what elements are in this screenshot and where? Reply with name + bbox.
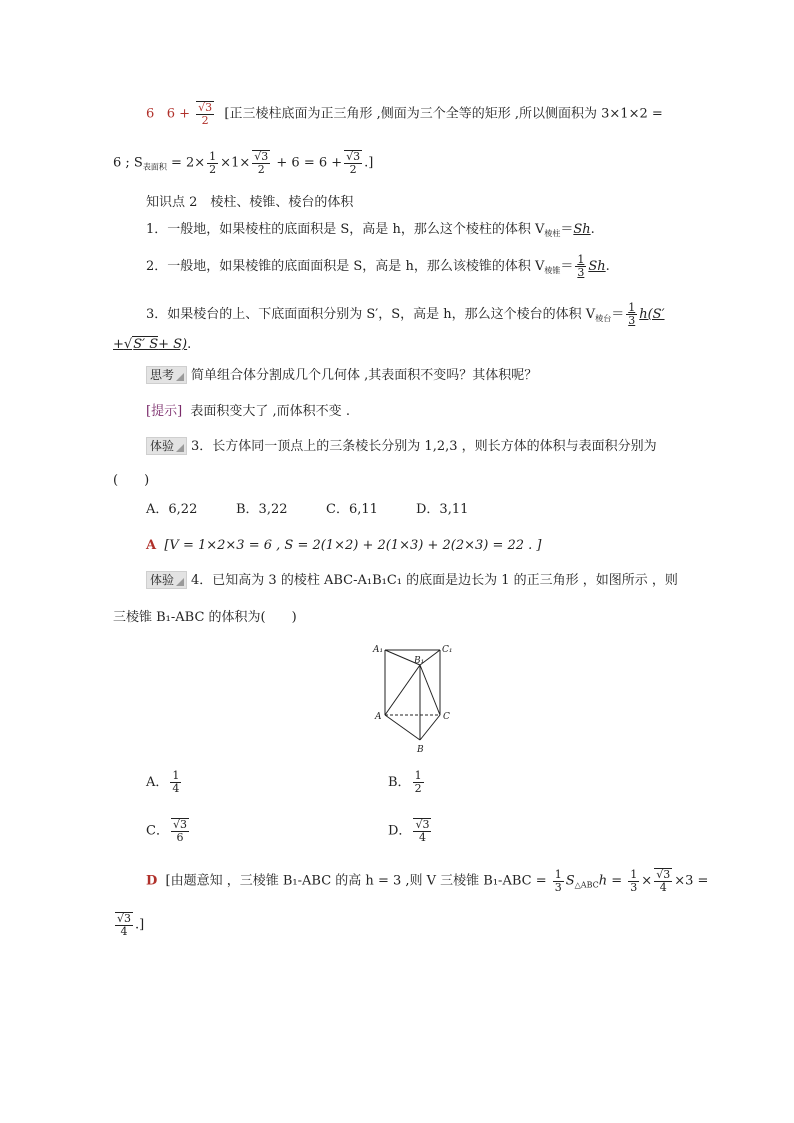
fraction: $\frac{√3}{2}$ (198, 101, 213, 127)
q4-answer-end: $\frac{√3}{4}$ .] (117, 912, 145, 938)
label-c: C (443, 712, 450, 722)
q3-stem: 体验 3．长方体同一顶点上的三条棱长分别为 1,2,3 ，则长方体的体积与表面积分别为 (146, 437, 657, 457)
answer-a: 6 (146, 106, 155, 122)
q4-tag: 体验 (146, 571, 187, 589)
hint-label: [提示] (146, 404, 183, 419)
answer-line-2: 6 ; $S_{表面积} = 2\times$ $\frac{1}{2}$ ×1× $\frac{√3}{2}$ + 6 = 6 + $\frac{√3}{2}$ .] (113, 149, 374, 176)
item-3-cont: +√S′ S+ S). (113, 337, 192, 352)
q3-answer: A [V = 1×2×3 = 6 , S = 2(1×2) + 2(1×3) + 2(2×3) = 22 . ] (146, 538, 542, 553)
q4-option-d: D． $\frac{√3}{4}$ (388, 818, 430, 844)
hint: [提示] 表面积变大了 ,而体积不变 . (146, 404, 350, 419)
label-c1: C₁ (442, 645, 453, 655)
section-title: 知识点 2 棱柱、棱锥、棱台的体积 (146, 195, 354, 210)
answer-b: 6 + (166, 106, 190, 122)
q4-option-b: B． $\frac{1}{2}$ (388, 769, 422, 795)
item-3: 3．如果棱台的上、下底面面积分别为 S′，S，高是 h，那么这个棱台的体积 $V_{棱台}=$ $\frac{1}{3}$ h(S′ (146, 301, 665, 327)
q3-option-a: A．6,22 (146, 502, 198, 517)
explanation: [正三棱柱底面为正三角形 ,侧面为三个全等的矩形 ,所以侧面积为 3×1×2 = (224, 106, 663, 122)
label-a: A (375, 712, 382, 722)
q4-option-a: A． $\frac{1}{4}$ (146, 769, 180, 795)
q4-stem: 体验 4．已知高为 3 的棱柱 ABC-A₁B₁C₁ 的底面是边长为 1 的正三角形 ，如图所示 ，则 (146, 571, 678, 591)
item-2: 2．一般地，如果棱锥的底面面积是 S，高是 h，那么该棱锥的体积 $V_{棱锥}=$ $\frac{1}{3}$ Sh. (146, 253, 610, 279)
q3-option-d: D．3,11 (416, 502, 469, 517)
think-question: 思考 简单组合体分割成几个几何体 ,其表面积不变吗？其体积呢？ (146, 366, 537, 386)
answer-line-1 (146, 101, 663, 127)
item-1: 1．一般地，如果棱柱的底面积是 S，高是 h，那么这个棱柱的体积 $V_{棱柱}=Sh$. (146, 222, 595, 238)
label-a1: A₁ (373, 645, 384, 655)
q4-answer: D [由题意知 ，三棱锥 B₁-ABC 的高 h = 3 ,则 V 三棱锥 B₁-ABC = $\frac{1}{3}$ $S_{\triangle ABC}h$ = $\frac{1}{3}$ × $\frac{√3}{4}$ ×3 = (146, 867, 709, 894)
label-b: B (417, 745, 424, 755)
q3-tag: 体验 (146, 437, 187, 455)
q3-paren: ( ) (113, 473, 150, 488)
q4-stem-2: 三棱锥 B₁-ABC 的体积为( ) (113, 610, 297, 625)
q3-option-b: B．3,22 (236, 502, 288, 517)
think-tag: 思考 (146, 366, 187, 384)
q4-option-c: C． $\frac{√3}{6}$ (146, 818, 187, 844)
prism-figure (370, 640, 460, 758)
q3-option-c: C．6,11 (326, 502, 378, 517)
label-b1: B₁ (414, 656, 425, 666)
